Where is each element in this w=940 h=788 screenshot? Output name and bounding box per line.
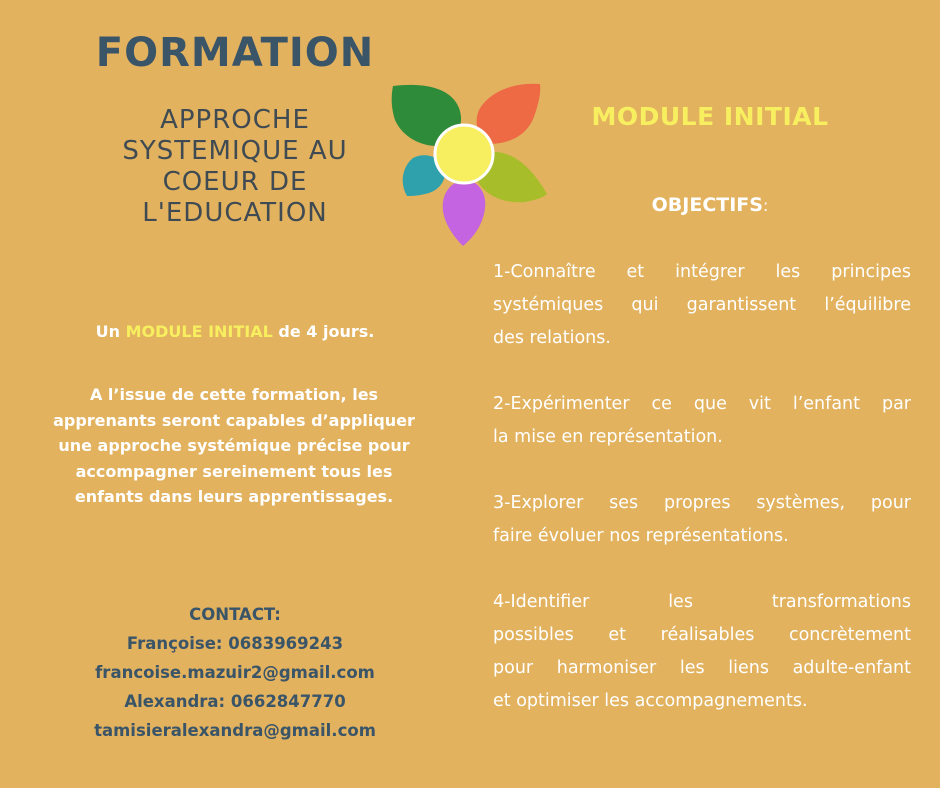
subtitle <box>60 105 410 229</box>
contact-heading: CONTACT: <box>189 605 281 624</box>
objectifs-colon: : <box>762 196 769 215</box>
module-title: MODULE INITIAL <box>591 102 829 131</box>
objective-4 <box>493 586 911 718</box>
page-title: FORMATION <box>95 30 375 76</box>
objective-line: possibles et réalisables concrètement <box>493 625 911 645</box>
intro-suffix: de 4 jours. <box>272 322 375 341</box>
subtitle-line: APPROCHE <box>160 105 310 135</box>
subtitle-line: L'EDUCATION <box>142 198 328 228</box>
description-line: accompagner sereinement tous les <box>75 461 393 481</box>
objective-line: 1-Connaître et intégrer les principes <box>493 262 911 282</box>
description-line: A l’issue de cette formation, les <box>89 385 379 404</box>
flower-center <box>435 125 493 183</box>
objective-3 <box>493 487 911 553</box>
description-line: enfants dans leurs apprentissages. <box>74 487 394 506</box>
contact-phone-alexandra: Alexandra: 0662847770 <box>124 692 346 711</box>
objective-line: la mise en représentation. <box>493 427 723 447</box>
description-line: apprenants seront capables d’appliquer <box>53 410 415 430</box>
objective-line: 4-Identifier les transformations <box>493 592 911 612</box>
contact-email-francoise[interactable]: francoise.mazuir2@gmail.com <box>95 663 375 682</box>
objective-line: systémiques qui garantissent l’équilibre <box>493 295 911 315</box>
objective-line: 2-Expérimenter ce que vit l’enfant par <box>493 394 911 414</box>
contact-phone-francoise: Françoise: 0683969243 <box>126 634 344 653</box>
objective-2 <box>493 388 911 454</box>
objective-line: des relations. <box>493 328 611 348</box>
objective-line: pour harmoniser les liens adulte-enfant <box>493 658 911 678</box>
objectifs-heading <box>560 194 860 216</box>
objectifs-label: OBJECTIFS <box>651 194 763 216</box>
flower-logo-icon <box>385 78 550 248</box>
subtitle-line: COEUR DE <box>162 167 308 197</box>
description <box>28 382 440 510</box>
subtitle-line: SYSTEMIQUE AU <box>122 136 348 166</box>
objective-line: faire évoluer nos représentations. <box>493 526 789 546</box>
intro-prefix: Un <box>95 322 126 341</box>
intro-text <box>35 322 435 341</box>
contact-block <box>35 600 435 745</box>
objective-1 <box>493 256 911 355</box>
objective-line: 3-Explorer ses propres systèmes, pour <box>493 493 911 513</box>
contact-email-alexandra[interactable]: tamisieralexandra@gmail.com <box>94 721 376 740</box>
objective-line: et optimiser les accompagnements. <box>493 691 808 711</box>
intro-highlight: MODULE INITIAL <box>125 322 273 341</box>
description-line: une approche systémique précise pour <box>58 436 410 455</box>
violet-petal <box>443 180 486 246</box>
